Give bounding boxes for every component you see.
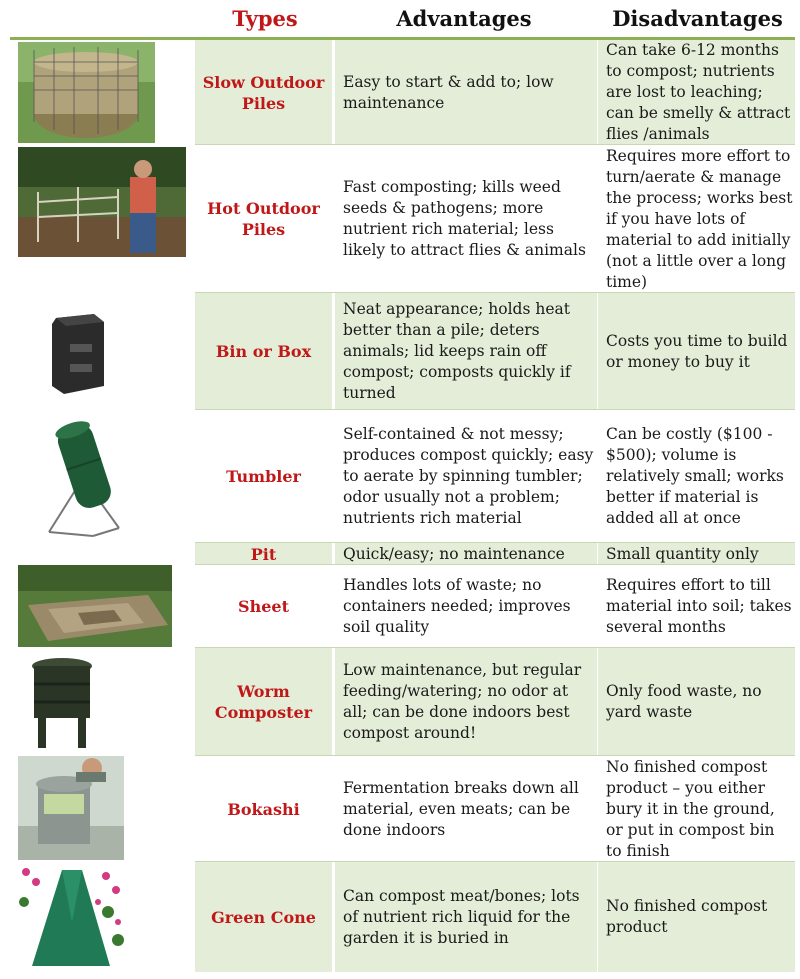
table-row-worm-composter [0,648,800,756]
disadvantages-cell: No finished compost product – you either bury it in the ground, or put in compost bin to finish [598,756,795,862]
type-cell: Bin or Box [195,293,332,410]
disadvantages-cell: Can take 6-12 months to compost; nutrients are lost to leaching; can be smelly & attract flies /animals [598,40,795,145]
disadvantages-cell: Small quantity only [598,543,795,565]
type-cell: Slow Outdoor Piles [195,40,332,145]
disadvantages-cell: Can be costly ($100 - $500); volume is relatively small; works better if material is added all at once [598,410,795,543]
advantages-cell: Low maintenance, but regular feeding/watering; no odor at all; can be done indoors best compost around! [335,648,597,756]
tumbler-photo [43,416,125,538]
advantages-cell: Quick/easy; no maintenance [335,543,597,565]
type-cell: Bokashi [195,756,332,862]
hot-pile-photo [18,147,186,257]
advantages-cell: Fermentation breaks down all material, even meats; can be done indoors [335,756,597,862]
disadvantages-cell: Requires more effort to turn/aerate & manage the process; works best if you have lots of material to add initially (not a little over a long time) [598,145,795,293]
advantages-cell: Can compost meat/bones; lots of nutrient rich liquid for the garden it is buried in [335,862,597,972]
slow-pile-photo [18,42,155,143]
disadvantages-cell: No finished compost product [598,862,795,972]
bin-photo [44,306,110,398]
worm-composter-photo [28,654,96,752]
disadvantages-cell: Costs you time to build or money to buy it [598,293,795,410]
disadvantages-cell: Only food waste, no yard waste [598,648,795,756]
advantages-cell: Easy to start & add to; low maintenance [335,40,597,145]
advantages-cell: Fast composting; kills weed seeds & pathogens; more nutrient rich material; less likely to attract flies & animals [335,145,597,293]
table-row-pit [0,543,800,565]
sheet-photo [18,565,172,647]
column-header-advantages: Advantages [396,6,532,31]
advantages-cell: Neat appearance; holds heat better than a pile; deters animals; lid keeps rain off compost; composts quickly if turned [335,293,597,410]
column-header-types: Types [232,6,298,31]
column-header-disadvantages: Disadvantages [612,6,783,31]
table-row-bin-or-box [0,293,800,410]
type-cell: Worm Composter [195,648,332,756]
bokashi-photo [18,756,124,860]
green-cone-photo [18,862,126,970]
type-cell: Hot Outdoor Piles [195,145,332,293]
type-cell: Green Cone [195,862,332,972]
type-cell: Tumbler [195,410,332,543]
type-cell: Sheet [195,565,332,648]
advantages-cell: Self-contained & not messy; produces compost quickly; easy to aerate by spinning tumbler; odor usually not a problem; nutrients rich material [335,410,597,543]
type-cell: Pit [195,543,332,565]
disadvantages-cell: Requires effort to till material into soil; takes several months [598,565,795,648]
advantages-cell: Handles lots of waste; no containers needed; improves soil quality [335,565,597,648]
